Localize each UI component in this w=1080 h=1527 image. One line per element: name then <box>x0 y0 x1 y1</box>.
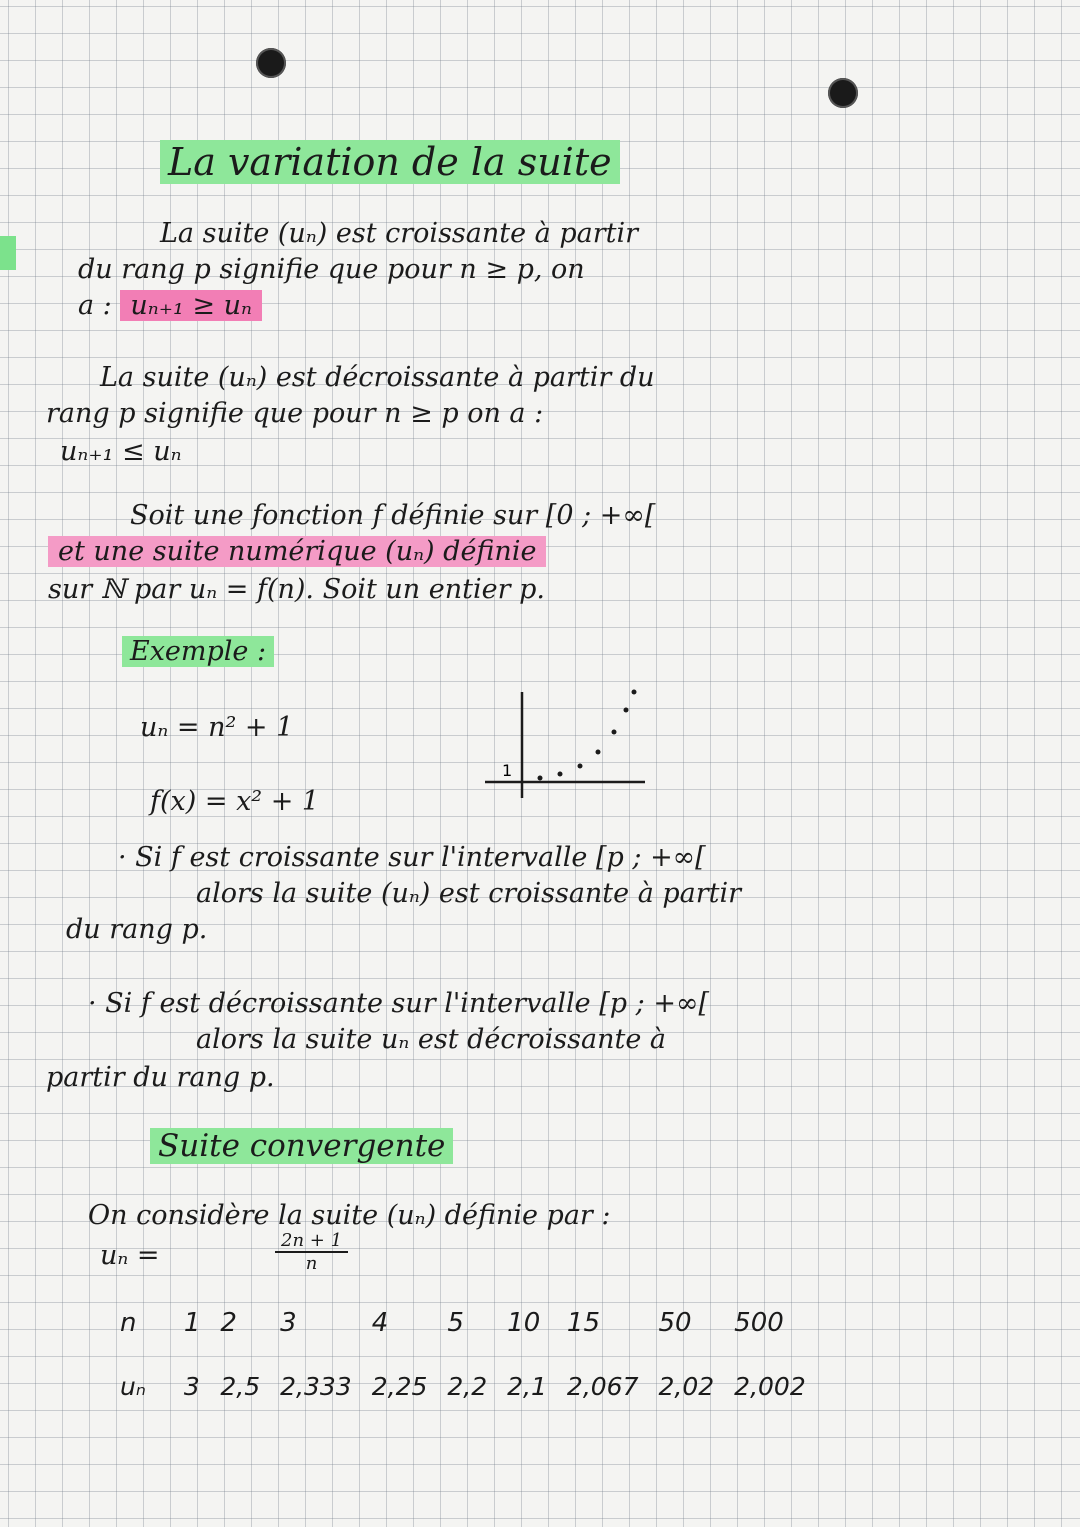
theorem-line2 <box>48 536 546 567</box>
fraction-numerator: 2n + 1 <box>275 1230 348 1253</box>
n-value: 10 <box>507 1308 541 1338</box>
convergent-line1: On considère la suite (uₙ) définie par : <box>88 1200 611 1231</box>
table-row-u <box>110 1352 816 1415</box>
graph-point <box>558 772 563 777</box>
rule-decreasing-line1: · Si f est décroissante sur l'intervalle [p ; +∞[ <box>88 988 709 1019</box>
def-increasing-formula: uₙ₊₁ ≥ uₙ <box>120 290 262 321</box>
def-decreasing-line1: La suite (uₙ) est décroissante à partir du <box>100 362 655 393</box>
rule-decreasing-line3: partir du rang p. <box>46 1062 275 1093</box>
n-value: 15 <box>566 1308 601 1338</box>
def-increasing-prefix: a : <box>78 290 112 321</box>
example-eq2: f(x) = x² + 1 <box>150 786 320 817</box>
def-decreasing-formula: uₙ₊₁ ≤ uₙ <box>60 436 182 467</box>
u-value: 2,2 <box>447 1372 488 1401</box>
fraction-denominator: n <box>305 1253 318 1274</box>
row-label-u: uₙ <box>120 1372 146 1401</box>
binder-hole-left <box>256 48 286 78</box>
example-heading: Exemple : <box>122 636 274 667</box>
def-increasing-line3 <box>78 290 262 321</box>
convergent-heading: Suite convergente <box>150 1128 453 1164</box>
rule-increasing-line1: · Si f est croissante sur l'intervalle [p ; +∞[ <box>118 842 706 873</box>
u-value: 2,067 <box>566 1372 639 1401</box>
n-value: 500 <box>734 1308 784 1338</box>
n-value: 3 <box>280 1308 297 1338</box>
u-value: 2,5 <box>220 1372 261 1401</box>
theorem-line1: Soit une fonction f définie sur [0 ; +∞[ <box>130 500 656 531</box>
graph-point <box>612 730 617 735</box>
rule-increasing-line3: du rang p. <box>66 914 208 945</box>
row-label-n: n <box>120 1308 137 1338</box>
def-decreasing-line2: rang p signifie que pour n ≥ p on a : <box>46 398 544 429</box>
graph-label-one: 1 <box>502 761 513 780</box>
def-increasing-line2: du rang p signifie que pour n ≥ p, on <box>78 254 585 285</box>
n-value: 4 <box>371 1308 389 1338</box>
graph-point <box>538 776 543 781</box>
table-row-n <box>110 1300 816 1352</box>
u-value: 2,02 <box>658 1372 715 1401</box>
u-value: 2,1 <box>507 1372 547 1401</box>
graph-point <box>624 708 629 713</box>
graph-point <box>578 764 583 769</box>
n-value: 50 <box>658 1308 692 1338</box>
graph-point <box>632 690 637 695</box>
page-title: La variation de la suite <box>160 140 620 184</box>
n-value: 1 <box>183 1308 201 1338</box>
convergent-fraction <box>275 1230 348 1274</box>
example-eq1: uₙ = n² + 1 <box>140 712 294 743</box>
graph-point <box>596 750 601 755</box>
u-value: 3 <box>183 1372 200 1401</box>
theorem-line2-text: et une suite numérique (uₙ) définie <box>48 536 546 567</box>
margin-highlight <box>0 236 16 270</box>
values-table <box>110 1300 816 1415</box>
rule-decreasing-line2: alors la suite uₙ est décroissante à <box>196 1024 667 1055</box>
u-value: 2,25 <box>371 1372 428 1401</box>
convergent-lhs: uₙ = <box>100 1240 160 1271</box>
n-value: 5 <box>447 1308 464 1338</box>
def-increasing-line1: La suite (uₙ) est croissante à partir <box>160 218 639 249</box>
n-value: 2 <box>220 1308 237 1338</box>
u-value: 2,333 <box>280 1372 352 1401</box>
rule-increasing-line2: alors la suite (uₙ) est croissante à partir <box>196 878 742 909</box>
theorem-line3: sur ℕ par uₙ = f(n). Soit un entier p. <box>48 574 545 605</box>
example-graph <box>480 680 650 800</box>
binder-hole-right <box>828 78 858 108</box>
u-value: 2,002 <box>734 1372 806 1401</box>
